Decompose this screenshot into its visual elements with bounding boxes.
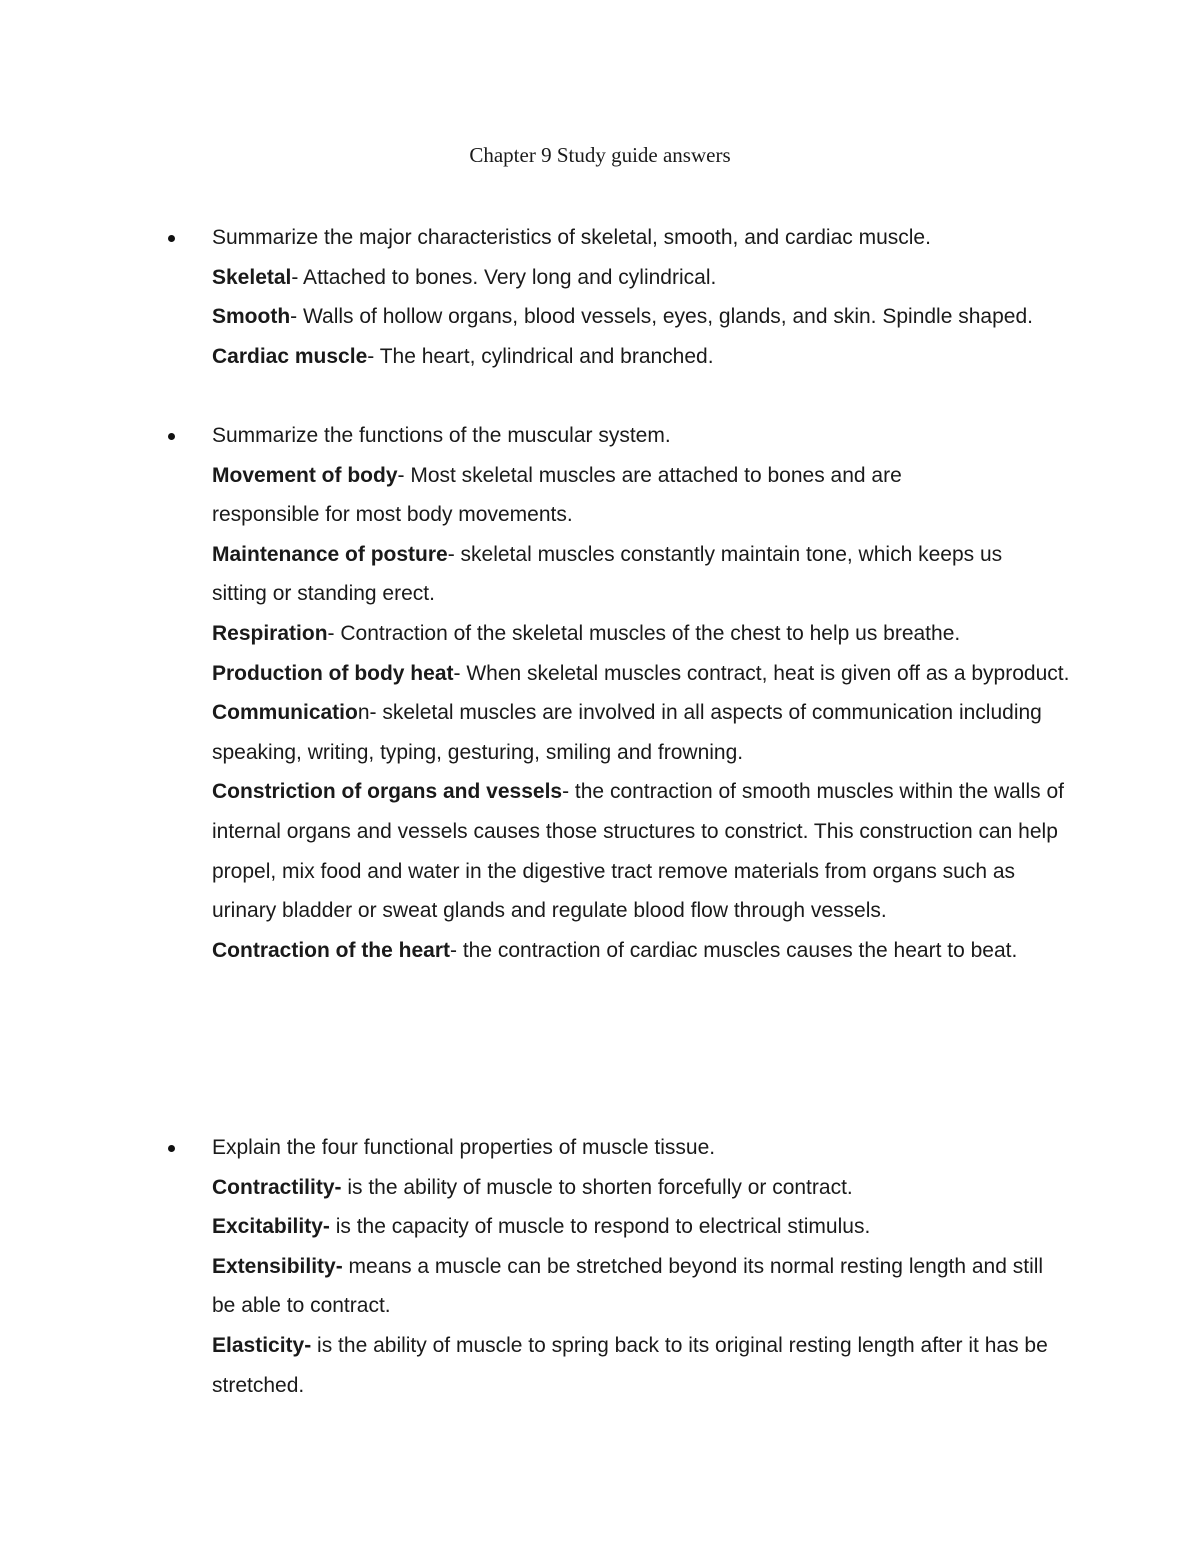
bullet-icon	[168, 235, 175, 242]
answer-text: - Attached to bones. Very long and cylindrical.	[291, 265, 717, 289]
question-text: Explain the four functional properties of muscle tissue.	[212, 1136, 716, 1159]
question-text: Summarize the functions of the muscular system.	[212, 424, 671, 447]
answer-item	[212, 772, 1072, 930]
answer-term: Production of body heat	[212, 661, 454, 685]
answer-term: Maintenance of posture	[212, 542, 448, 566]
answer-term: Contractility-	[212, 1175, 342, 1199]
answer-term: Constriction of organs and vessels	[212, 780, 563, 804]
bullet-icon	[168, 433, 175, 440]
answer-text: is the ability of muscle to shorten forcefully or contract.	[341, 1175, 853, 1199]
answer-text: - Most skeletal muscles are attached to bones and are responsible for most body movements.	[212, 463, 902, 527]
answer-text: - When skeletal muscles contract, heat is given off as a byproduct.	[453, 661, 1070, 685]
answer-term: Cardiac muscle	[212, 344, 368, 368]
question-section-3	[212, 1128, 1092, 1405]
answer-item	[212, 297, 1062, 337]
answer-term: Excitability-	[212, 1215, 330, 1239]
answer-item	[212, 1247, 1072, 1326]
answer-item	[212, 1326, 1072, 1405]
answer-text: n- skeletal muscles are involved in all aspects of communication including speaking, writing, typing, gesturing, smiling and frowning.	[212, 701, 1042, 764]
answer-term: Contraction of the heart	[212, 938, 451, 962]
answer-item	[212, 654, 1092, 694]
answer-term: Communicatio	[212, 701, 358, 725]
answer-text: means a muscle can be stretched beyond its normal resting length and still be able to contract.	[212, 1254, 1044, 1318]
answer-term: Movement of body	[212, 463, 398, 487]
answer-term: Smooth	[212, 305, 291, 329]
answer-text: - the contraction of smooth muscles within the walls of internal organs and vessels causes those structures to constrict. This construction can help propel, mix food and water in the digestive tract remove materials from organs such as urinary bladder or sweat glands and regulate blood flow through vessels.	[212, 780, 1064, 923]
answer-text: - the contraction of cardiac muscles causes the heart to beat.	[450, 938, 1018, 962]
answer-term: Skeletal	[212, 265, 292, 289]
answer-item	[212, 693, 1072, 772]
answer-text: - Contraction of the skeletal muscles of the chest to help us breathe.	[327, 621, 961, 645]
answer-item	[212, 614, 1092, 654]
answer-item	[212, 456, 1012, 535]
answer-term: Elasticity-	[212, 1333, 312, 1357]
answer-item	[212, 1168, 1092, 1208]
answer-item	[212, 1207, 1092, 1247]
answer-item	[212, 931, 1092, 971]
answer-item	[212, 337, 1092, 377]
answer-term: Respiration	[212, 621, 328, 645]
bullet-icon	[168, 1145, 175, 1152]
answer-item	[212, 258, 1092, 298]
question-section-1	[212, 218, 1092, 376]
page-title: Chapter 9 Study guide answers	[469, 143, 731, 167]
question-section-2	[212, 416, 1092, 970]
answer-text: - skeletal muscles constantly maintain tone, which keeps us sitting or standing erect.	[212, 542, 1003, 606]
answer-text: - Walls of hollow organs, blood vessels, eyes, glands, and skin. Spindle shaped.	[290, 305, 1033, 329]
answer-text: - The heart, cylindrical and branched.	[367, 344, 714, 368]
question-text: Summarize the major characteristics of skeletal, smooth, and cardiac muscle.	[212, 226, 931, 249]
answer-text: is the capacity of muscle to respond to electrical stimulus.	[329, 1215, 871, 1239]
answer-term: Extensibility-	[212, 1254, 343, 1278]
answer-item	[212, 535, 1012, 614]
answer-text: is the ability of muscle to spring back to its original resting length after it has be stretched.	[212, 1333, 1048, 1397]
